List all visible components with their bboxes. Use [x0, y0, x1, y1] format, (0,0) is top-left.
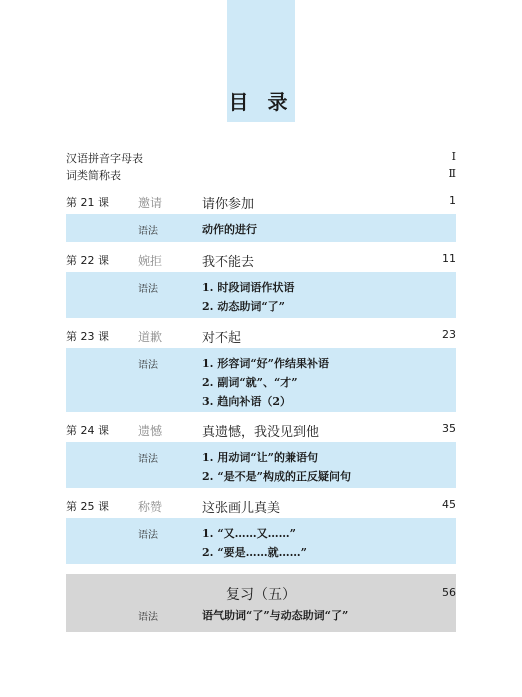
grammar-panel [66, 348, 456, 412]
lesson-entry[interactable] [66, 192, 456, 242]
lesson-entry[interactable] [66, 496, 456, 564]
lesson-page: 1 [449, 194, 456, 207]
lesson-number: 第 24 课 [66, 424, 109, 437]
grammar-label: 语法 [138, 360, 158, 371]
title-band [227, 0, 295, 122]
grammar-panel [66, 272, 456, 318]
grammar-item: 3. 趋向补语（2） [202, 395, 291, 408]
grammar-panel [66, 518, 456, 564]
grammar-item: 2. “要是……就……” [202, 546, 307, 559]
grammar-item: 1. “又……又……” [202, 527, 296, 540]
review-title: 复习（五） [226, 587, 296, 603]
lesson-number: 第 25 课 [66, 500, 109, 513]
lesson-title: 请你参加 [202, 197, 255, 212]
lesson-topic: 婉拒 [138, 254, 163, 268]
grammar-item: 2. “是不是”构成的正反疑问句 [202, 470, 351, 483]
front-matter-page: Ⅰ [451, 150, 456, 163]
lesson-title: 这张画儿真美 [202, 501, 281, 516]
grammar-label: 语法 [138, 226, 158, 237]
lesson-topic: 道歉 [138, 330, 163, 344]
lesson-topic: 遗憾 [138, 424, 163, 438]
lesson-number: 第 23 课 [66, 330, 109, 343]
front-matter-item[interactable] [66, 150, 456, 166]
lesson-topic: 称赞 [138, 500, 163, 514]
front-matter-item[interactable] [66, 167, 456, 183]
lesson-page: 35 [442, 422, 456, 435]
grammar-label: 语法 [138, 612, 158, 623]
lesson-number: 第 21 课 [66, 196, 109, 209]
grammar-panel [66, 442, 456, 488]
lesson-page: 45 [442, 498, 456, 511]
review-entry[interactable] [66, 574, 456, 632]
grammar-item: 1. 时段词语作状语 [202, 281, 295, 294]
grammar-item: 语气助词“了”与动态助词“了” [202, 609, 349, 622]
lesson-page: 23 [442, 328, 456, 341]
front-matter-label: 词类简称表 [66, 169, 121, 182]
front-matter-label: 汉语拼音字母表 [66, 152, 143, 165]
lesson-page: 11 [442, 252, 456, 265]
grammar-label: 语法 [138, 530, 158, 541]
grammar-label: 语法 [138, 284, 158, 295]
grammar-item: 2. 动态助词“了” [202, 300, 285, 313]
grammar-label: 语法 [138, 454, 158, 465]
lesson-topic: 邀请 [138, 196, 163, 210]
lesson-entry[interactable] [66, 250, 456, 318]
lesson-title: 我不能去 [202, 255, 255, 270]
lesson-entry[interactable] [66, 420, 456, 488]
lesson-title: 对不起 [202, 331, 242, 346]
grammar-item: 动作的进行 [202, 223, 257, 236]
grammar-item: 1. 用动词“让”的兼语句 [202, 451, 318, 464]
lesson-title: 真遗憾，我没见到他 [202, 425, 320, 440]
review-page: 56 [442, 586, 456, 599]
lesson-entry[interactable] [66, 326, 456, 412]
grammar-item: 2. 副词“就”、“才” [202, 376, 298, 389]
grammar-panel [66, 214, 456, 242]
lesson-number: 第 22 课 [66, 254, 109, 267]
page-title: 目 录 [228, 90, 294, 114]
grammar-item: 1. 形容词“好”作结果补语 [202, 357, 329, 370]
front-matter-page: Ⅱ [448, 167, 456, 180]
